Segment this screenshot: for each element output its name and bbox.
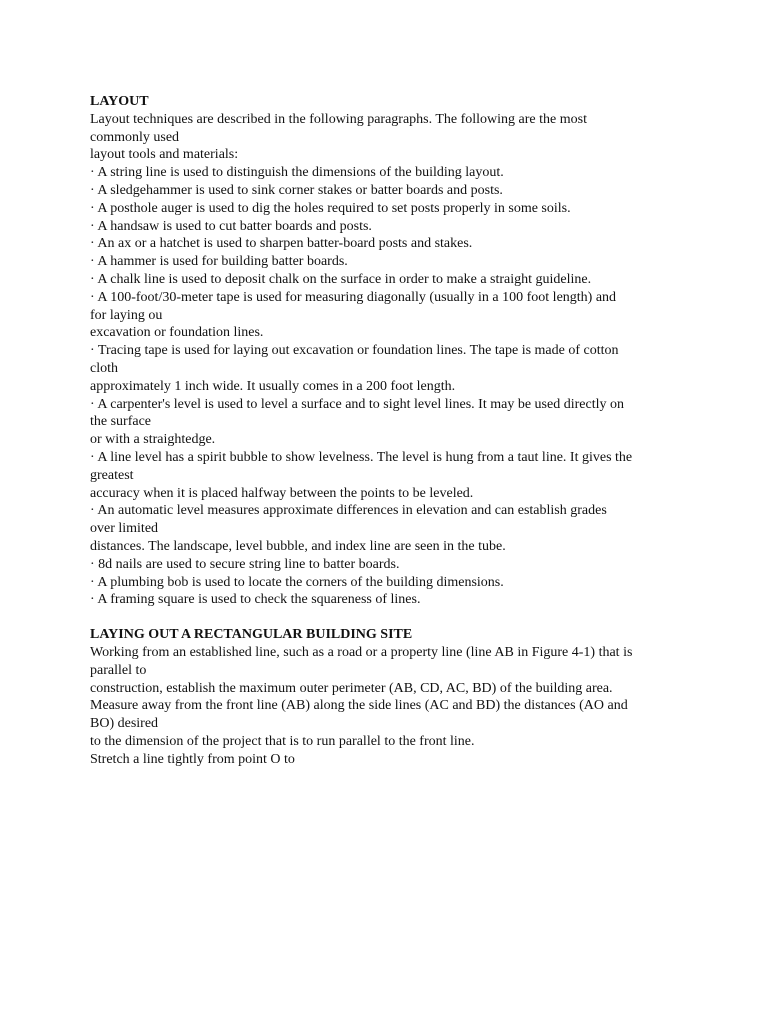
text-line: · A hammer is used for building batter boards.	[90, 254, 348, 270]
text-line: commonly used	[90, 129, 180, 145]
text-line: layout tools and materials:	[90, 147, 239, 163]
text-line: distances. The landscape, level bubble, and index line are seen in the tube.	[90, 538, 506, 554]
text-line: · A carpenter's level is used to level a surface and to sight level lines. It may be used directly on	[90, 396, 624, 412]
document-page	[90, 93, 690, 768]
text-line: · An ax or a hatchet is used to sharpen batter-board posts and stakes.	[90, 236, 473, 252]
text-line: Stretch a line tightly from point O to	[90, 751, 295, 767]
text-line: · A posthole auger is used to dig the holes required to set posts properly in some soils.	[90, 200, 571, 216]
text-line: construction, establish the maximum outer perimeter (AB, CD, AC, BD) of the building area.	[90, 680, 613, 696]
section-layout	[90, 93, 690, 609]
text-line: excavation or foundation lines.	[90, 325, 264, 341]
text-line: greatest	[90, 467, 134, 483]
text-line: the surface	[90, 414, 152, 430]
text-line: · 8d nails are used to secure string line to batter boards.	[90, 556, 400, 572]
section-laying-out	[90, 626, 690, 768]
section-heading-laying-out: LAYING OUT A RECTANGULAR BUILDING SITE	[90, 627, 413, 643]
text-line: · A chalk line is used to deposit chalk on the surface in order to make a straight guideline.	[90, 271, 592, 287]
text-line: · An automatic level measures approximate differences in elevation and can establish grades	[90, 503, 607, 519]
text-line: · Tracing tape is used for laying out excavation or foundation lines. The tape is made of cotton	[90, 343, 619, 359]
text-line: · A handsaw is used to cut batter boards and posts.	[90, 218, 372, 234]
text-line: · A framing square is used to check the squareness of lines.	[90, 592, 421, 608]
text-line: or with a straightedge.	[90, 432, 216, 448]
text-line: · A 100-foot/30-meter tape is used for measuring diagonally (usually in a 100 foot length) and	[90, 289, 617, 305]
text-line: · A plumbing bob is used to locate the corners of the building dimensions.	[90, 574, 504, 590]
text-line: for laying ou	[90, 307, 163, 323]
text-line: approximately 1 inch wide. It usually comes in a 200 foot length.	[90, 378, 456, 394]
text-line: Measure away from the front line (AB) along the side lines (AC and BD) the distances (AO and	[90, 698, 628, 714]
text-line: · A sledgehammer is used to sink corner stakes or batter boards and posts.	[90, 182, 503, 198]
section-body-laying-out	[90, 644, 690, 769]
section-heading-layout: LAYOUT	[90, 94, 149, 109]
text-line: over limited	[90, 521, 159, 537]
text-line: BO) desired	[90, 716, 159, 732]
section-divider-space	[90, 609, 690, 626]
text-line: to the dimension of the project that is to run parallel to the front line.	[90, 733, 475, 749]
text-line: · A string line is used to distinguish the dimensions of the building layout.	[90, 165, 504, 181]
text-line: Working from an established line, such as a road or a property line (line AB in Figure 4-1) that is	[90, 644, 633, 660]
section-body-layout	[90, 111, 690, 609]
text-line: accuracy when it is placed halfway between the points to be leveled.	[90, 485, 474, 501]
text-line: · A line level has a spirit bubble to show levelness. The level is hung from a taut line. It gives the	[90, 449, 633, 465]
text-line: parallel to	[90, 662, 147, 678]
text-line: cloth	[90, 360, 118, 376]
text-line: Layout techniques are described in the following paragraphs. The following are the most	[90, 111, 587, 127]
